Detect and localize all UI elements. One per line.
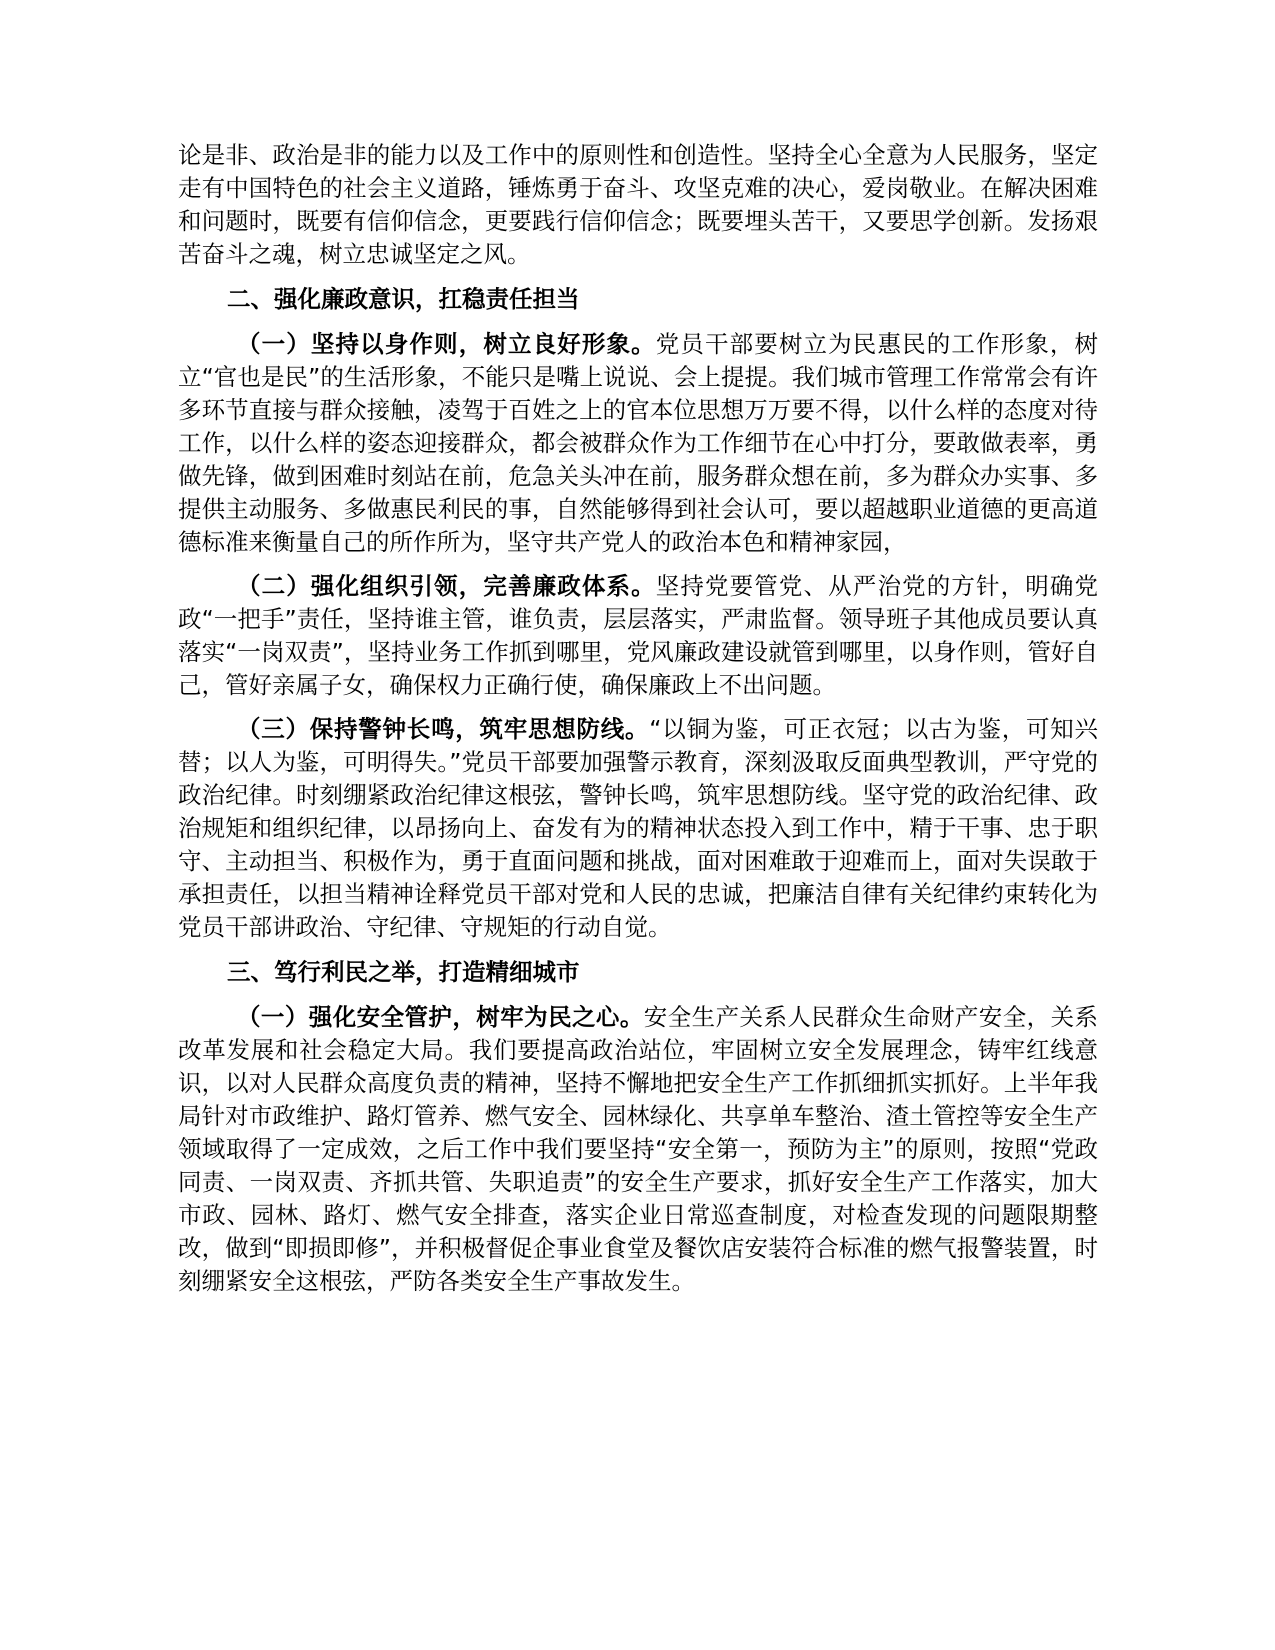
item-text: 党员干部要树立为民惠民的工作形象，树立“官也是民”的生活形象，不能只是嘴上说说、会上提提。我们城市管理工作常常会有许多环节直接与群众接触，凌驾于百姓之上的官本位思想万万要不得，以什么样的态度对待工作，以什么样的姿态迎接群众，都会被群众作为工作细节在心中打分，要敢做表率，勇做先锋，做到困难时刻站在前，危急关头冲在前，服务群众想在前，多为群众办实事、多提供主动服务、多做惠民利民的事，自然能够得到社会认可，要以超越职业道德的更高道德标准来衡量自己的所作所为，坚守共产党人的政治本色和精神家园， xyxy=(178,330,1098,556)
section-3-item-1 xyxy=(178,1001,1098,1298)
item-lead: （一）强化安全管护，树牢为民之心。 xyxy=(237,1003,644,1031)
section-heading-3: 三、笃行利民之举，打造精细城市 xyxy=(227,958,580,986)
section-heading-2: 二、强化廉政意识，扛稳责任担当 xyxy=(227,285,580,313)
section-2-item-1 xyxy=(178,328,1098,559)
section-2-item-3 xyxy=(178,713,1098,944)
item-text: 安全生产关系人民群众生命财产安全，关系改革发展和社会稳定大局。我们要提高政治站位，牢固树立安全发展理念，铸牢红线意识，以对人民群众高度负责的精神，坚持不懈地把安全生产工作抓细抓实抓好。上半年我局针对市政维护、路灯管养、燃气安全、园林绿化、共享单车整治、渣土管控等安全生产领域取得了一定成效，之后工作中我们要坚持“安全第一，预防为主”的原则，按照“党政同责、一岗双责、齐抓共管、失职追责”的安全生产要求，抓好安全生产工作落实，加大市政、园林、路灯、燃气安全排查，落实企业日常巡查制度，对检查发现的问题限期整改，做到“即损即修”，并积极督促企事业食堂及餐饮店安装符合标准的燃气报警装置，时刻绷紧安全这根弦，严防各类安全生产事故发生。 xyxy=(178,1003,1099,1295)
section-2-item-2 xyxy=(178,570,1098,702)
item-lead: （一）坚持以身作则，树立良好形象。 xyxy=(237,330,656,358)
item-text: “以铜为鉴，可正衣冠；以古为鉴，可知兴替；以人为鉴，可明得失。”党员干部要加强警示教育，深刻汲取反面典型教训，严守党的政治纪律。时刻绷紧政治纪律这根弦，警钟长鸣，筑牢思想防线。坚守党的政治纪律、政治规矩和组织纪律，以昂扬向上、奋发有为的精神状态投入到工作中，精于干事、忠于职守、主动担当、积极作为，勇于直面问题和挑战，面对困难敢于迎难而上，面对失误敢于承担责任，以担当精神诠释党员干部对党和人民的忠诚，把廉洁自律有关纪律约束转化为党员干部讲政治、守纪律、守规矩的行动自觉。 xyxy=(178,715,1098,941)
item-text: 坚持党要管党、从严治党的方针，明确党政“一把手”责任，坚持谁主管，谁负责，层层落实，严肃监督。领导班子其他成员要认真落实“一岗双责”，坚持业务工作抓到哪里，党风廉政建设就管到哪里，以身作则，管好自己，管好亲属子女，确保权力正确行使，确保廉政上不出问题。 xyxy=(178,572,1098,699)
document-page xyxy=(178,139,1098,1298)
item-lead: （三）保持警钟长鸣，筑牢思想防线。 xyxy=(237,715,650,743)
item-lead: （二）强化组织引领，完善廉政体系。 xyxy=(237,572,656,600)
intro-paragraph: 论是非、政治是非的能力以及工作中的原则性和创造性。坚持全心全意为人民服务，坚定走有中国特色的社会主义道路，锤炼勇于奋斗、攻坚克难的决心，爱岗敬业。在解决困难和问题时，既要有信仰信念，更要践行信仰信念；既要埋头苦干，又要思学创新。发扬艰苦奋斗之魂，树立忠诚坚定之风。 xyxy=(178,141,1098,268)
